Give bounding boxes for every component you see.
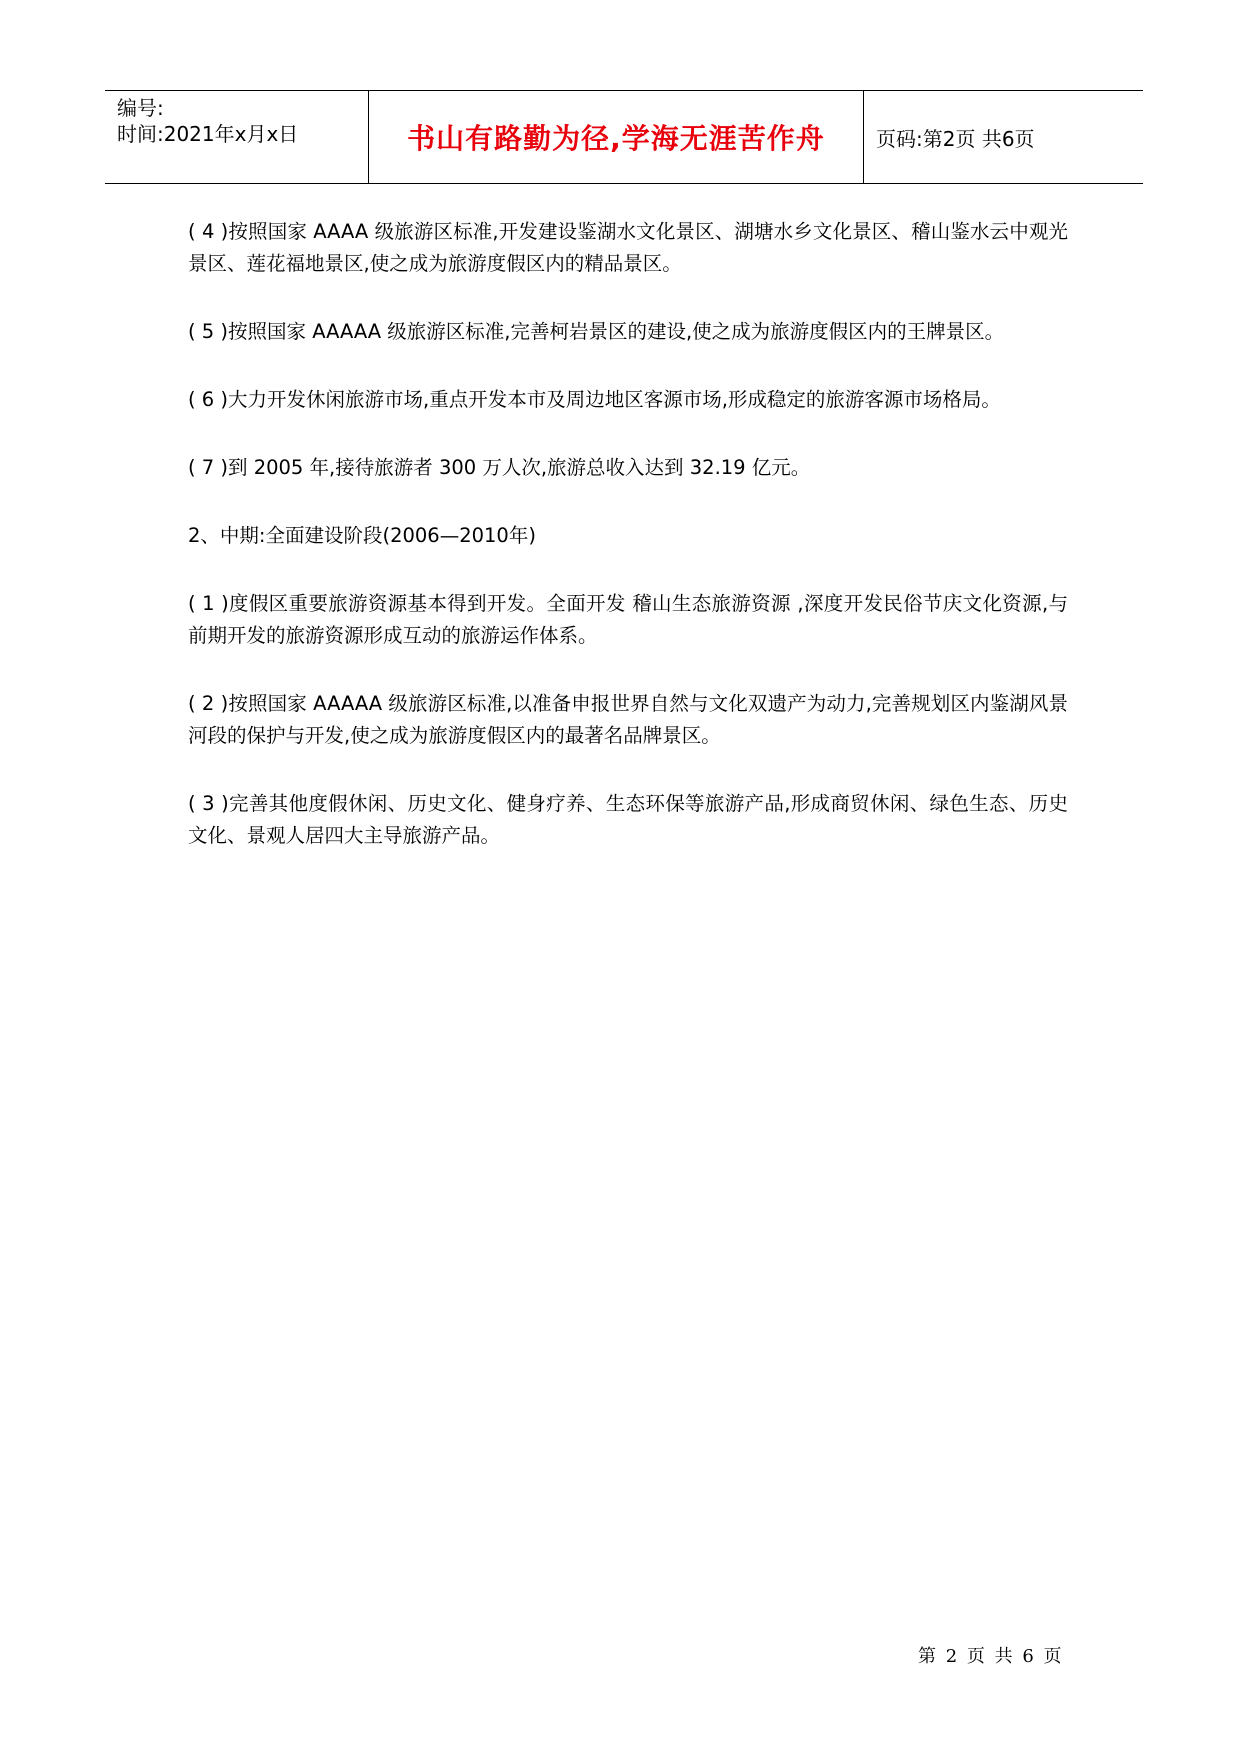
document-body xyxy=(188,216,1068,888)
paragraph-item-4: ( 4 )按照国家 AAAA 级旅游区标准,开发建设鉴湖水文化景区、湖塘水乡文化景区、稽山鉴水云中观光 景区、莲花福地景区,使之成为旅游度假区内的精品景区。 xyxy=(188,220,1068,275)
paragraph-mid-2: ( 2 )按照国家 AAAAA 级旅游区标准,以准备申报世界自然与文化双遗产为动力,完善规划区内鉴湖风景河段的保护与开发,使之成为旅游度假区内的最著名品牌景区。 xyxy=(188,692,1068,747)
paragraph-mid-3: ( 3 )完善其他度假休闲、历史文化、健身疗养、生态环保等旅游产品,形成商贸休闲、绿色生态、历史文化、景观人居四大主导旅游产品。 xyxy=(188,792,1068,847)
document-time-label: 时间:2021年x月x日 xyxy=(117,122,299,146)
header-motto-cell xyxy=(368,91,864,183)
header-page-code: 页码:第2页 共6页 xyxy=(876,126,1035,151)
paragraph-item-5: ( 5 )按照国家 AAAAA 级旅游区标准,完善柯岩景区的建设,使之成为旅游度假区内的王牌景区。 xyxy=(188,320,1005,343)
document-header xyxy=(105,90,1143,184)
motto-text: 书山有路勤为径,学海无涯苦作舟 xyxy=(407,122,825,155)
paragraph-item-6: ( 6 )大力开发休闲旅游市场,重点开发本市及周边地区客源市场,形成稳定的旅游客源市场格局。 xyxy=(188,388,1001,411)
page-footer: 第 2 页 共 6 页 xyxy=(918,1646,1064,1667)
paragraph-mid-1: ( 1 )度假区重要旅游资源基本得到开发。全面开发 稽山生态旅游资源 ,深度开发民俗节庆文化资源,与前期开发的旅游资源形成互动的旅游运作体系。 xyxy=(188,592,1068,647)
header-page-cell xyxy=(864,91,1143,183)
document-number-label: 编号: xyxy=(117,96,164,120)
section-heading-mid-term: 2、中期:全面建设阶段(2006—2010年) xyxy=(188,524,536,547)
header-meta-cell xyxy=(105,91,368,183)
paragraph-item-7: ( 7 )到 2005 年,接待旅游者 300 万人次,旅游总收入达到 32.19 亿元。 xyxy=(188,456,811,479)
